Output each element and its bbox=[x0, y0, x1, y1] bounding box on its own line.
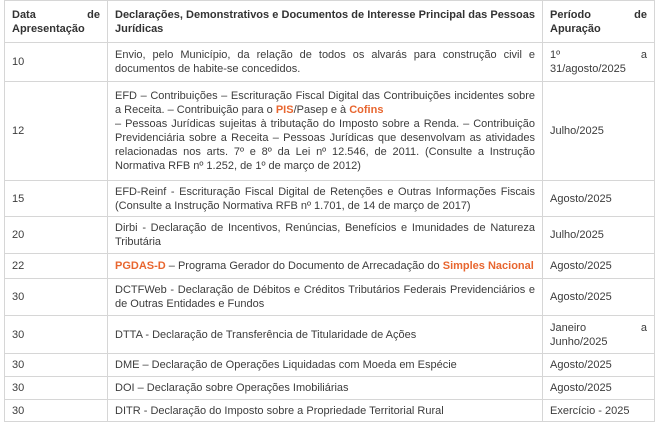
table-row bbox=[5, 217, 655, 254]
table-row bbox=[5, 181, 655, 217]
cell-declaration: DTTA - Declaração de Transferência de Titularidade de Ações bbox=[108, 316, 543, 354]
cell-period: Agosto/2025 bbox=[543, 354, 655, 377]
obligations-table bbox=[4, 0, 655, 422]
table-row bbox=[5, 82, 655, 181]
cell-declaration: EFD-Reinf - Escrituração Fiscal Digital de Retenções e Outras Informações Fiscais (Consulte a Instrução Normativa RFB nº 1.701, de 14 de março de 2017) bbox=[108, 181, 543, 217]
cell-declaration: DME – Declaração de Operações Liquidadas com Moeda em Espécie bbox=[108, 354, 543, 377]
header-row bbox=[5, 1, 655, 43]
text-segment: – Programa Gerador do Documento de Arrecadação do bbox=[165, 260, 443, 272]
cell-declaration bbox=[108, 254, 543, 279]
cell-date: 12 bbox=[5, 82, 108, 181]
cell-date: 10 bbox=[5, 43, 108, 82]
table-header bbox=[5, 1, 655, 43]
cell-declaration bbox=[108, 82, 543, 181]
table-row bbox=[5, 400, 655, 422]
cell-period: Julho/2025 bbox=[543, 82, 655, 181]
cell-declaration: DOI – Declaração sobre Operações Imobiliárias bbox=[108, 377, 543, 400]
cell-period: Agosto/2025 bbox=[543, 377, 655, 400]
cell-date: 30 bbox=[5, 279, 108, 316]
cell-period: Exercício - 2025 bbox=[543, 400, 655, 422]
cell-period: Agosto/2025 bbox=[543, 254, 655, 279]
cell-period: Agosto/2025 bbox=[543, 279, 655, 316]
cell-date: 30 bbox=[5, 377, 108, 400]
table-row bbox=[5, 316, 655, 354]
text-segment: – Pessoas Jurídicas sujeitas à tributação do Imposto sobre a Renda. – Contribuição Previdenciária sobre a Receita – Pessoas Jurídicas que desenvolvam as atividades relacionadas nos arts. 7º e 8º da Lei nº 12.546, de 2011. (Consulte a Instrução Normativa RFB nº 1.252, de 1º de março de 2012) bbox=[115, 118, 535, 172]
cell-date: 22 bbox=[5, 254, 108, 279]
cell-period: Julho/2025 bbox=[543, 217, 655, 254]
cell-date: 15 bbox=[5, 181, 108, 217]
cell-date: 30 bbox=[5, 316, 108, 354]
cell-period: Janeiro a Junho/2025 bbox=[543, 316, 655, 354]
cofins-link[interactable]: Cofins bbox=[349, 104, 384, 116]
table-row bbox=[5, 354, 655, 377]
cell-date: 30 bbox=[5, 354, 108, 377]
cell-declaration: DITR - Declaração do Imposto sobre a Propriedade Territorial Rural bbox=[108, 400, 543, 422]
pgdas-link[interactable]: PGDAS-D bbox=[115, 260, 166, 272]
cell-date: 30 bbox=[5, 400, 108, 422]
table-row bbox=[5, 43, 655, 82]
cell-declaration: DCTFWeb - Declaração de Débitos e Créditos Tributários Federais Previdenciários e de Outras Entidades e Fundos bbox=[108, 279, 543, 316]
cell-period: Agosto/2025 bbox=[543, 181, 655, 217]
table-row bbox=[5, 254, 655, 279]
header-date: Data de Apresentação bbox=[5, 1, 108, 43]
text-segment: EFD – Contribuições – Escrituração Fiscal Digital das Contribuições incidentes sobre a Receita. – Contribuição para o bbox=[115, 90, 535, 116]
cell-period: 1º a 31/agosto/2025 bbox=[543, 43, 655, 82]
cell-declaration: Dirbi - Declaração de Incentivos, Renúncias, Benefícios e Imunidades de Natureza Tributária bbox=[108, 217, 543, 254]
cell-declaration: Envio, pelo Município, da relação de todos os alvarás para construção civil e documentos de habite-se concedidos. bbox=[108, 43, 543, 82]
pis-link[interactable]: PIS bbox=[275, 104, 294, 116]
table-row bbox=[5, 279, 655, 316]
simples-nacional-link[interactable]: Simples Nacional bbox=[442, 260, 534, 272]
cell-date: 20 bbox=[5, 217, 108, 254]
table-body bbox=[5, 43, 655, 422]
table-row bbox=[5, 377, 655, 400]
header-period: Período de Apuração bbox=[543, 1, 655, 43]
header-declaration: Declarações, Demonstrativos e Documentos de Interesse Principal das Pessoas Jurídicas bbox=[108, 1, 543, 43]
text-segment: /Pasep e à bbox=[293, 104, 350, 116]
